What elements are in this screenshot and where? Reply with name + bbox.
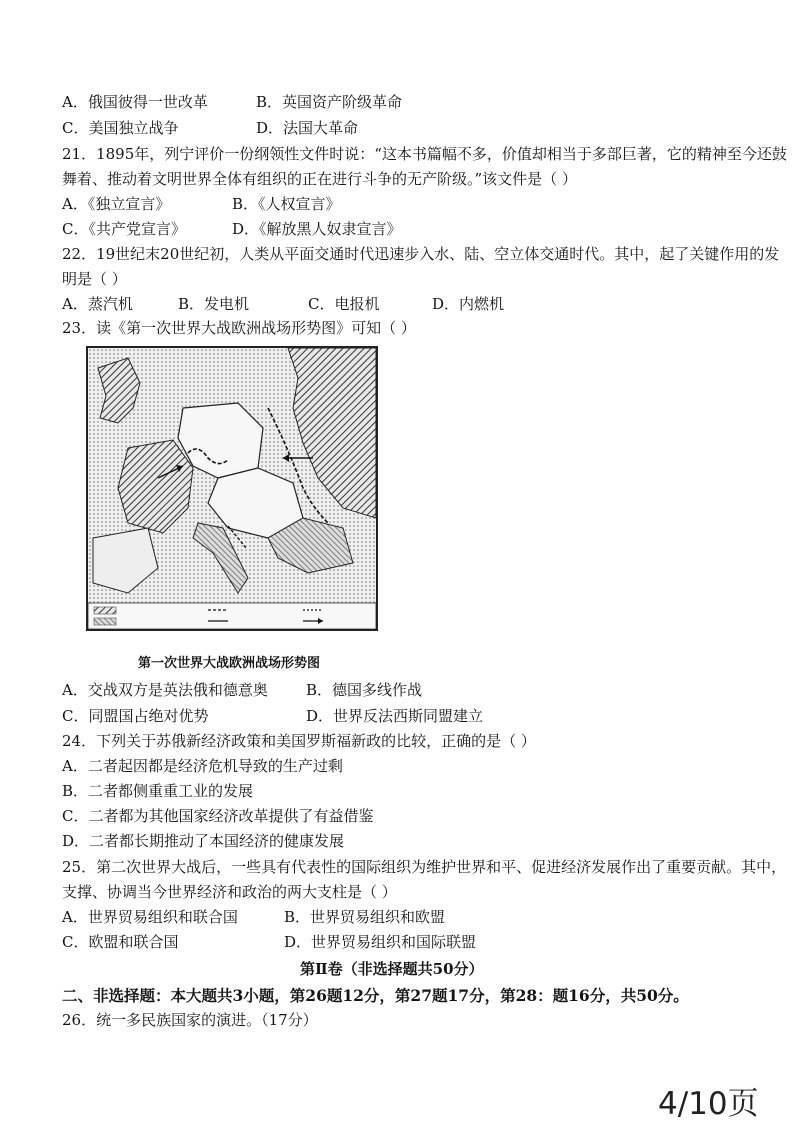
q24-option-d: D．二者都长期推动了本国经济的健康发展	[62, 832, 345, 850]
q20-option-b: B．英国资产阶级革命	[256, 93, 403, 111]
section-2-heading: 二、非选择题：本大题共3小题，第26题12分，第27题17分，第28：题16分，共50分。	[62, 986, 689, 1005]
page-indicator: 4/10页	[658, 1086, 759, 1122]
q25-stem-line2: 支撑、协调当今世界经济和政治的两大支柱是（ ）	[62, 883, 397, 901]
q20-option-c: C．美国独立战争	[62, 119, 179, 137]
q21-stem-line2: 舞着、推动着文明世界全体有组织的正在进行斗争的无产阶级。”该文件是（ ）	[62, 170, 577, 188]
q25-option-b: B．世界贸易组织和欧盟	[284, 908, 446, 926]
q20-option-d: D．法国大革命	[256, 119, 359, 137]
q22-option-d: D．内燃机	[432, 295, 505, 313]
q26-stem: 26．统一多民族国家的演进。（17分）	[62, 1011, 318, 1029]
q22-stem-line1: 22．19世纪末20世纪初，人类从平面交通时代迅速步入水、陆、空立体交通时代。其中，起了关键作用的发	[62, 245, 780, 263]
q23-option-d: D．世界反法西斯同盟建立	[306, 707, 484, 725]
q21-option-b: B．《人权宣言》	[232, 195, 341, 213]
q25-option-a: A．世界贸易组织和联合国	[62, 908, 238, 926]
q25-option-d: D．世界贸易组织和国际联盟	[284, 933, 477, 951]
section-2-title: 第Ⅱ卷（非选择题共50分）	[300, 960, 484, 978]
q24-stem: 24．下列关于苏俄新经济政策和美国罗斯福新政的比较，正确的是（ ）	[62, 732, 536, 750]
map-illustration	[88, 348, 376, 629]
q25-stem-line1: 25．第二次世界大战后，一些具有代表性的国际组织为维护世界和平、促进经济发展作出了重要贡献。其中，	[62, 858, 787, 876]
ww1-europe-map	[86, 346, 378, 648]
q23-stem: 23．读《第一次世界大战欧洲战场形势图》可知（ ）	[62, 319, 416, 337]
q23-option-c: C．同盟国占绝对优势	[62, 707, 209, 725]
q22-option-a: A．蒸汽机	[62, 295, 133, 313]
q24-option-b: B．二者都侧重重工业的发展	[62, 782, 254, 800]
q22-option-b: B．发电机	[178, 295, 250, 313]
q20-option-a: A．俄国彼得一世改革	[62, 93, 208, 111]
q23-option-a: A．交战双方是英法俄和德意奥	[62, 681, 268, 699]
q21-option-a: A．《独立宣言》	[62, 195, 171, 213]
map-caption: 第一次世界大战欧洲战场形势图	[138, 656, 321, 671]
q22-stem-line2: 明是（ ）	[62, 270, 127, 288]
q22-option-c: C．电报机	[308, 295, 380, 313]
map-frame	[86, 346, 378, 631]
q21-option-d: D．《解放黑人奴隶宣言》	[232, 220, 402, 238]
q25-option-c: C．欧盟和联合国	[62, 933, 179, 951]
q23-option-b: B．德国多线作战	[306, 681, 423, 699]
q21-stem-line1: 21．1895年，列宁评价一份纲领性文件时说：“这本书篇幅不多，价值却相当于多部巨著，它的精神至今还鼓	[62, 145, 787, 163]
q24-option-c: C．二者都为其他国家经济改革提供了有益借鉴	[62, 807, 374, 825]
q24-option-a: A．二者起因都是经济危机导致的生产过剩	[62, 757, 343, 775]
q21-option-c: C．《共产党宣言》	[62, 220, 186, 238]
